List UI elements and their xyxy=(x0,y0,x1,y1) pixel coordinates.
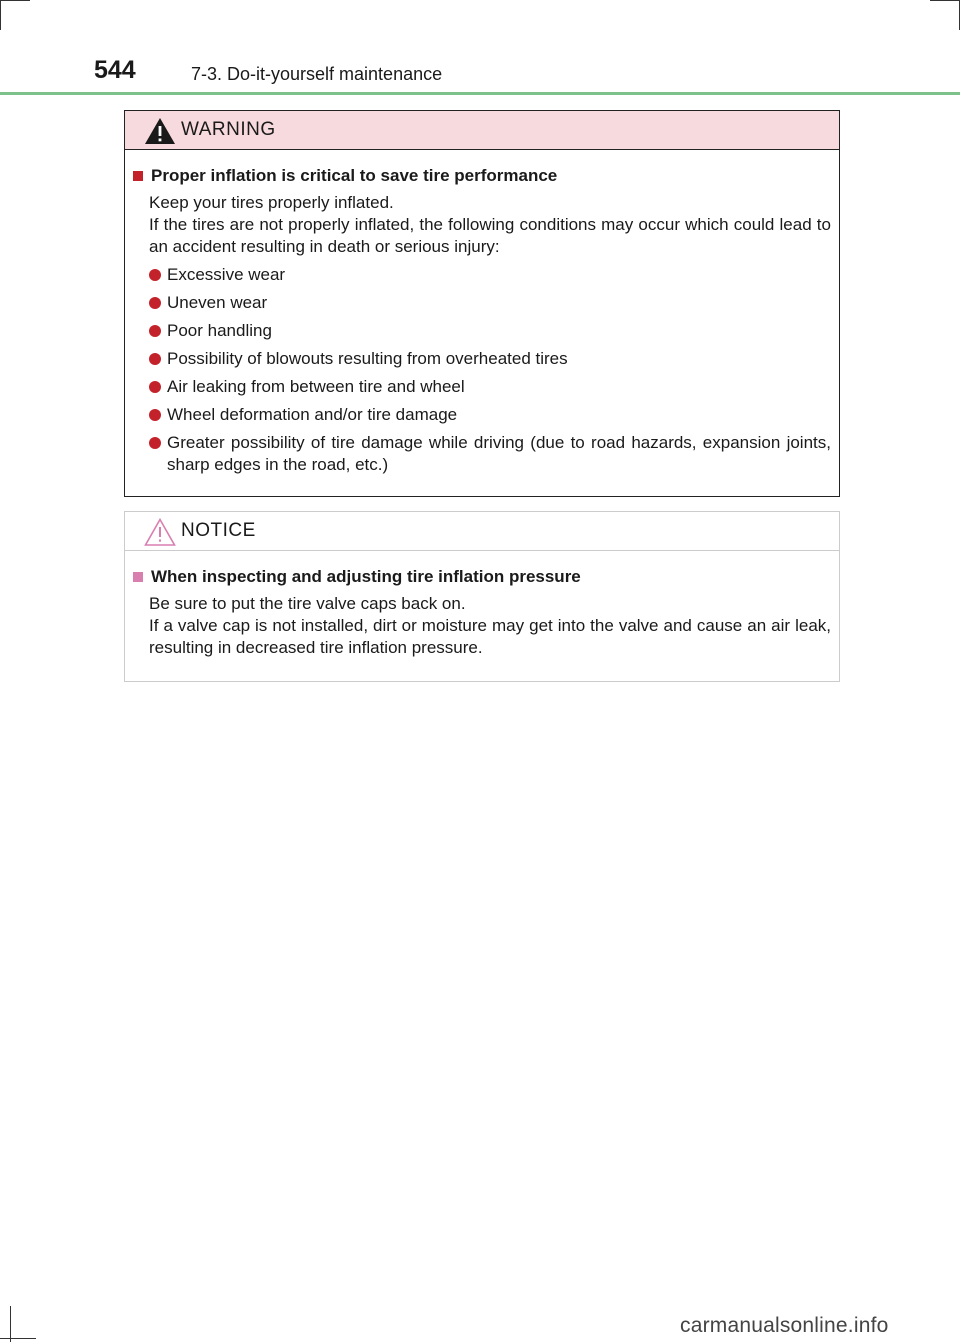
notice-line: Be sure to put the tire valve caps back on. xyxy=(149,594,466,613)
header-rule xyxy=(0,92,960,95)
list-item: Air leaking from between tire and wheel xyxy=(149,376,831,398)
notice-section-heading xyxy=(131,567,831,587)
crop-mark xyxy=(0,0,30,1)
notice-body xyxy=(125,551,839,659)
list-item: Possibility of blowouts resulting from overheated tires xyxy=(149,348,831,370)
watermark[interactable]: carmanualsonline.info xyxy=(680,1314,889,1337)
section-title: 7-3. Do-it-yourself maintenance xyxy=(191,64,443,84)
bullet-dot-icon xyxy=(149,409,161,421)
notice-title: When inspecting and adjusting tire inflation pressure xyxy=(151,567,581,586)
notice-header xyxy=(125,512,839,551)
warning-header xyxy=(125,111,839,150)
square-bullet-icon xyxy=(133,572,143,582)
warning-section-heading xyxy=(131,166,831,186)
warning-triangle-icon xyxy=(143,116,177,146)
list-item: Uneven wear xyxy=(149,292,831,314)
crop-mark xyxy=(0,0,1,30)
bullet-dot-icon xyxy=(149,269,161,281)
caution-triangle-icon xyxy=(143,517,177,547)
bullet-dot-icon xyxy=(149,325,161,337)
bullet-dot-icon xyxy=(149,381,161,393)
warning-box xyxy=(124,110,840,497)
list-item: Wheel deformation and/or tire damage xyxy=(149,404,831,426)
warning-title: Proper inflation is critical to save tire performance xyxy=(151,166,558,185)
list-item: Poor handling xyxy=(149,320,831,342)
crop-mark xyxy=(930,0,960,1)
notice-box xyxy=(124,511,840,682)
warning-bullet-list xyxy=(131,264,831,476)
list-item: Excessive wear xyxy=(149,264,831,286)
notice-line: If a valve cap is not installed, dirt or moisture may get into the valve and cause an air leak, resulting in decreased tire inflation pressure. xyxy=(149,616,831,657)
list-item: Greater possibility of tire damage while driving (due to road hazards, expansion joints, sharp edges in the road, etc.) xyxy=(149,432,831,476)
notice-label: NOTICE xyxy=(181,520,256,541)
warning-body xyxy=(125,150,839,476)
bullet-dot-icon xyxy=(149,437,161,449)
crop-mark xyxy=(10,1306,11,1342)
bullet-dot-icon xyxy=(149,297,161,309)
square-bullet-icon xyxy=(133,171,143,181)
crop-mark xyxy=(0,1338,36,1339)
page-header xyxy=(0,52,960,96)
page-number: 544 xyxy=(94,56,136,84)
warning-label: WARNING xyxy=(181,119,276,140)
warning-line: Keep your tires properly inflated. xyxy=(149,193,394,212)
bullet-dot-icon xyxy=(149,353,161,365)
warning-line: If the tires are not properly inflated, the following conditions may occur which could lead to an accident resulting in death or serious injury: xyxy=(149,215,831,256)
